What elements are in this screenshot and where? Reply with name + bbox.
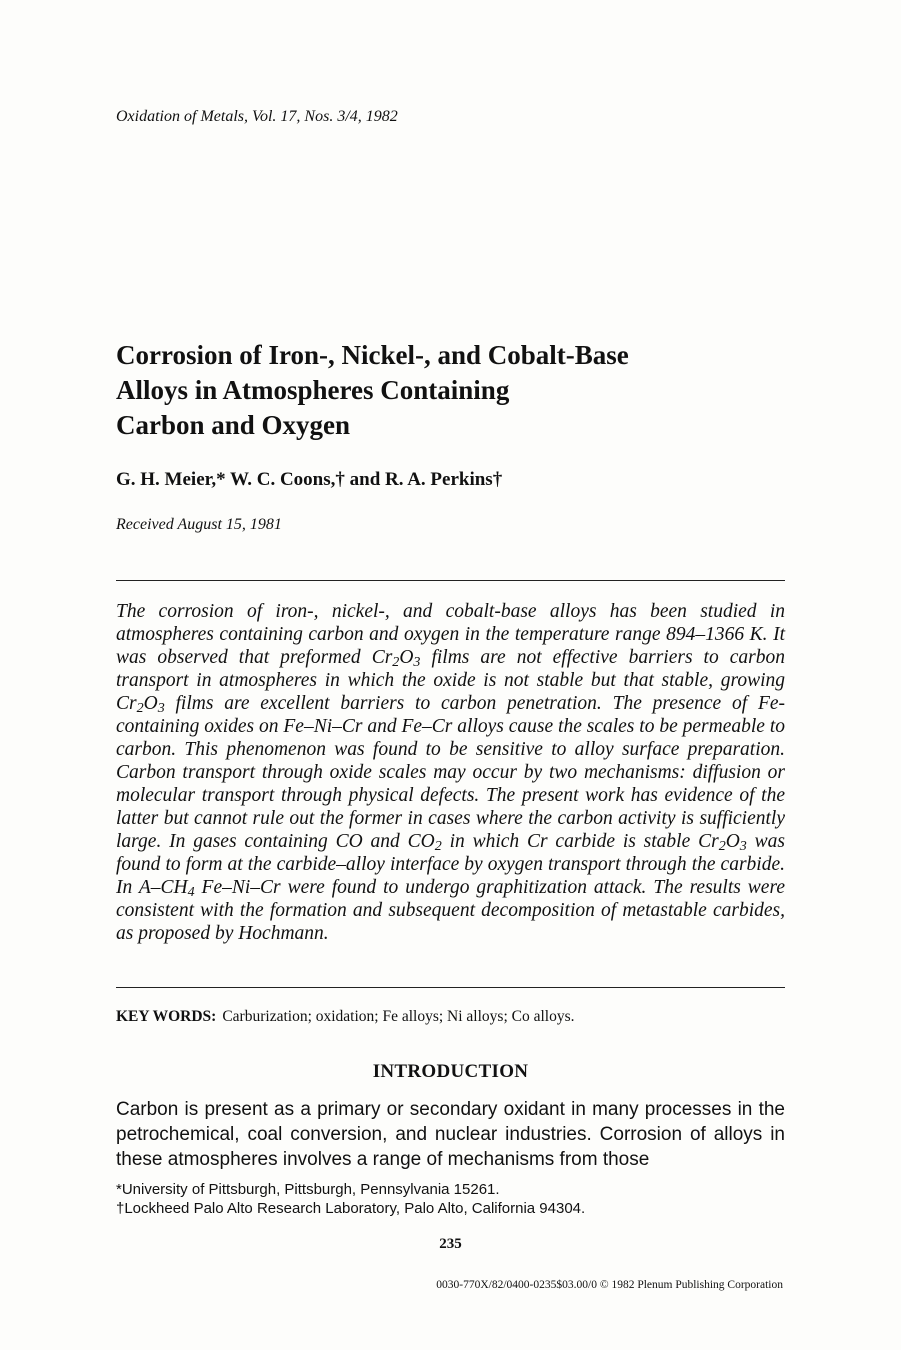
- author-list: G. H. Meier,* W. C. Coons,† and R. A. Perkins†: [116, 469, 503, 490]
- abstract-bottom-rule: [116, 987, 785, 988]
- title-line-1: Corrosion of Iron-, Nickel-, and Cobalt-Base: [116, 340, 629, 370]
- abstract-top-rule: [116, 580, 785, 581]
- title-line-3: Carbon and Oxygen: [116, 410, 351, 440]
- page-number: 235: [439, 1236, 462, 1252]
- footnotes: [116, 1180, 585, 1218]
- footnote-1: *University of Pittsburgh, Pittsburgh, Pennsylvania 15261.: [116, 1181, 500, 1198]
- keywords: [116, 1008, 575, 1026]
- introduction-paragraph: Carbon is present as a primary or secondary oxidant in many processes in the petrochemical, coal conversion, and nuclear industries. Corrosion of alloys in these atmospheres involves a range of mechanisms from those: [116, 1099, 785, 1170]
- journal-citation: Oxidation of Metals, Vol. 17, Nos. 3/4, 1982: [116, 108, 398, 125]
- keywords-text: Carburization; oxidation; Fe alloys; Ni alloys; Co alloys.: [222, 1008, 575, 1025]
- section-heading-introduction: INTRODUCTION: [372, 1061, 529, 1082]
- abstract: The corrosion of iron-, nickel-, and cobalt-base alloys has been studied in atmospheres containing carbon and oxygen in the temperature range 894–1366 K. It was observed that preformed $Cr_2O_3$ films are not effective barriers to carbon transport in atmospheres in which the oxide is not stable but that stable, growing $Cr_2O_3$ films are excellent barriers to carbon penetration. The presence of Fe-containing oxides on Fe–Ni–Cr and Fe–Cr alloys cause the scales to be permeable to carbon. This phenomenon was found to be sensitive to alloy surface preparation. Carbon transport through oxide scales may occur by two mechanisms: diffusion or molecular transport through physical defects. The present work has evidence of the latter but cannot rule out the former in cases where the carbon activity is sufficiently large. In gases containing CO and $CO_2$ in which Cr carbide is stable $Cr_2O_3$ was found to form at the carbide–alloy interface by oxygen transport through the carbide. In $A-CH_4$ Fe–Ni–Cr were found to undergo graphitization attack. The results were consistent with the formation and subsequent decomposition of metastable carbides, as proposed by Hochmann.: [116, 601, 785, 944]
- received-date: Received August 15, 1981: [116, 516, 282, 533]
- footnote-2: †Lockheed Palo Alto Research Laboratory, Palo Alto, California 94304.: [116, 1200, 586, 1217]
- copyright-line: 0030-770X/82/0400-0235$03.00/0 © 1982 Plenum Publishing Corporation: [436, 1279, 783, 1291]
- article-title: [116, 338, 796, 443]
- title-line-2: Alloys in Atmospheres Containing: [116, 375, 510, 405]
- keywords-label: KEY WORDS:: [116, 1008, 217, 1025]
